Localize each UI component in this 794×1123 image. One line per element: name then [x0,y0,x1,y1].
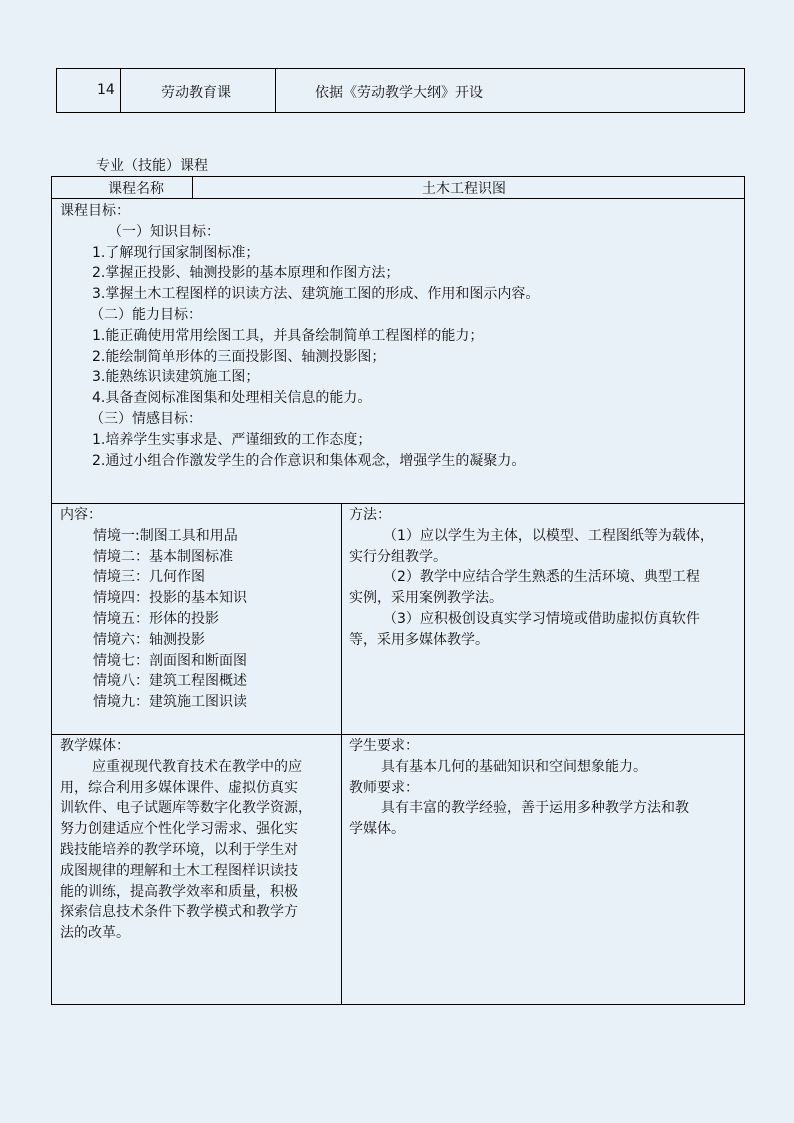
objective-line: 2.能绘制简单形体的三面投影图、轴测投影图； [92,348,386,365]
objective-line: 1.培养学生实事求是、严谨细致的工作态度； [92,431,372,448]
teacher-requirements-line: 具有丰富的教学经验，善于运用多种教学方法和教 [381,800,689,817]
method-cell [349,505,741,651]
name-row-divider [192,177,193,199]
content-item: 情境二：基本制图标准 [93,548,233,565]
objective-line: （二）能力目标： [90,306,202,323]
method-line: 实行分组教学。 [349,548,447,565]
content-item: 情境九：建筑施工图识读 [93,694,247,711]
course-name-label: 课程名称 [108,181,164,197]
media-title: 教学媒体： [60,738,130,754]
content-item: 情境三：几何作图 [93,569,205,586]
content-item: 情境一:制图工具和用品 [93,527,238,544]
method-line: 实例，采用案例教学法。 [349,590,503,607]
content-item: 情境八：建筑工程图概述 [93,673,247,690]
media-line: 法的改革。 [60,925,130,942]
objective-line: 1.能正确使用常用绘图工具，并具备绘制简单工程图样的能力； [92,327,484,344]
objective-line: 3.能熟练识读建筑施工图； [92,369,260,386]
method-line: （3）应积极创设真实学习情境或借助虚拟仿真软件 [383,610,700,627]
row-course: 劳动教育课 [161,85,231,101]
media-line: 训软件、电子试题库等数字化教学资源， [60,800,312,817]
objective-line: 1.了解现行国家制图标准； [92,244,260,261]
requirements-cell [349,736,741,840]
content-title: 内容： [60,507,102,523]
media-line: 探索信息技术条件下教学模式和教学方 [60,904,298,921]
media-cell [60,736,338,944]
media-line: 应重视现代教育技术在教学中的应 [92,758,302,775]
content-bottom-border [52,734,744,735]
method-line: 等，采用多媒体教学。 [349,631,489,648]
row-number: 14 [97,82,115,98]
row-note: 依据《劳动教学大纲》开设 [315,85,483,101]
content-item: 情境六：轴测投影 [93,631,205,648]
media-line: 成图规律的理解和土木工程图样识读技 [60,862,298,879]
method-title: 方法： [349,507,391,523]
top-row-table [56,68,745,113]
name-row-bottom-border [52,198,744,199]
media-line: 用，综合利用多媒体课件、虚拟仿真实 [60,779,298,796]
section-heading: 专业（技能）课程 [96,158,208,174]
objective-line: 3.掌握土木工程图样的识读方法、建筑施工图的形成、作用和图示内容。 [92,286,540,303]
course-table [51,176,745,1005]
media-line: 能的训练，提高教学效率和质量，积极 [60,883,298,900]
objective-line: （三）情感目标： [90,410,202,427]
lower-divider [341,503,342,1004]
objective-line: 4.具备查阅标准图集和处理相关信息的能力。 [92,390,372,407]
objectives-bottom-border [52,503,744,504]
objectives-title: 课程目标： [60,203,130,219]
top-row-divider-1 [120,69,121,112]
teacher-requirements-title: 教师要求： [349,779,419,796]
top-row-divider-2 [275,69,276,112]
content-item: 情境四：投影的基本知识 [93,590,247,607]
content-item: 情境五：形体的投影 [93,610,219,627]
method-line: （1）应以学生为主体，以模型、工程图纸等为载体， [383,527,714,544]
student-requirements-title: 学生要求： [349,738,419,754]
objective-line: 2.通过小组合作激发学生的合作意识和集体观念，增强学生的凝聚力。 [92,452,526,469]
media-line: 践技能培养的教学环境，以利于学生对 [60,841,298,858]
student-requirements-text: 具有基本几何的基础知识和空间想象能力。 [381,758,647,775]
media-line: 努力创建适应个性化学习需求、强化实 [60,821,298,838]
objective-line: （一）知识目标： [108,223,220,240]
content-item: 情境七：剖面图和断面图 [93,652,247,669]
objective-line: 2.掌握正投影、轴测投影的基本原理和作图方法； [92,265,400,282]
objectives-block [60,201,740,471]
content-cell [60,505,338,713]
teacher-requirements-line: 学媒体。 [349,821,405,838]
course-name-value: 土木工程识图 [422,181,506,197]
method-line: （2）教学中应结合学生熟悉的生活环境、典型工程 [383,569,700,586]
